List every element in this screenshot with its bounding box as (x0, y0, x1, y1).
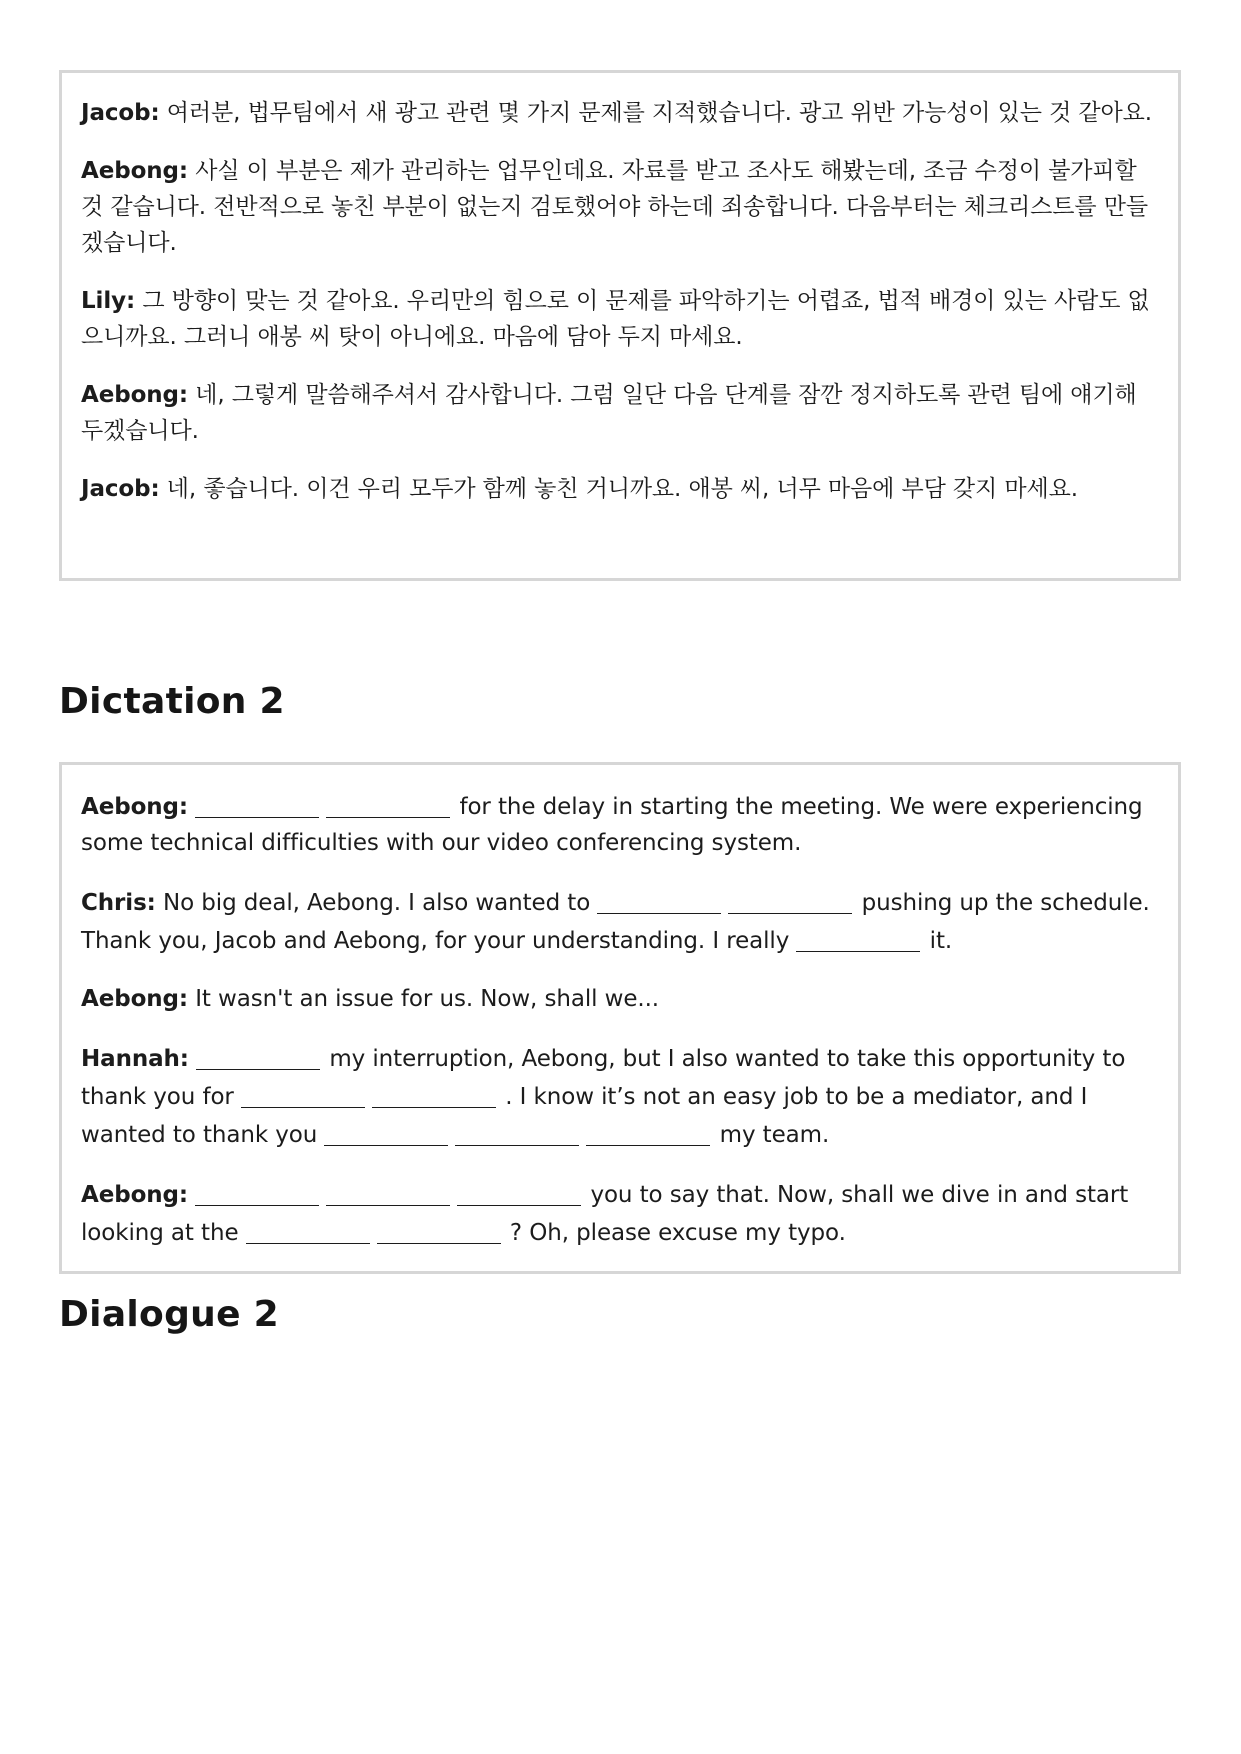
fill-in-blank[interactable] (372, 1077, 496, 1108)
speaker-name: Jacob: (81, 100, 160, 126)
fill-in-blank[interactable] (457, 1175, 581, 1206)
speaker-name: Lily: (81, 288, 136, 314)
dictation-line (81, 1039, 1159, 1153)
fill-in-blank[interactable] (196, 1039, 320, 1070)
dictation-box (59, 762, 1181, 1274)
dictation-text: ? Oh, please excuse my typo. (502, 1220, 846, 1246)
fill-in-blank[interactable] (195, 787, 319, 818)
fill-in-blank[interactable] (586, 1115, 710, 1146)
dialogue-text: 여러분, 법무팀에서 새 광고 관련 몇 가지 문제를 지적했습니다. 광고 위반 가능성이 있는 것 같아요. (159, 100, 1152, 126)
fill-in-blank[interactable] (796, 921, 920, 952)
dictation-text: No big deal, Aebong. I also wanted to (155, 890, 598, 916)
dictation-text: for the delay in starting the meeting. We were experiencing some technical difficulties with our video conferencing system. (81, 794, 1143, 856)
speaker-name: Aebong: (81, 382, 189, 408)
section-heading-dictation: Dictation 2 (59, 681, 285, 722)
dictation-line (81, 981, 1159, 1017)
dialogue-text: 그 방향이 맞는 것 같아요. 우리만의 힘으로 이 문제를 파악하기는 어렵죠, 법적 배경이 있는 사람도 없으니까요. 그러니 애봉 씨 탓이 아니에요. 마음에 담아 두지 마세요. (81, 288, 1150, 350)
dialogue-line (81, 95, 1159, 131)
fill-in-blank[interactable] (377, 1213, 501, 1244)
speaker-name: Aebong: (81, 1182, 189, 1208)
dialogue-line (81, 377, 1159, 449)
dictation-text: . I know it’s not an easy job to be a mediator, and I wanted to thank you (81, 1084, 1088, 1148)
dictation-text: my team. (712, 1122, 830, 1148)
dialogue-text: 네, 좋습니다. 이건 우리 모두가 함께 놓친 거니까요. 애봉 씨, 너무 마음에 부담 갖지 마세요. (159, 476, 1078, 502)
dialogue-line (81, 471, 1159, 507)
fill-in-blank[interactable] (455, 1115, 579, 1146)
dictation-text: my interruption, Aebong, but I also wanted to take this opportunity to thank you for (81, 1046, 1126, 1110)
speaker-name: Aebong: (81, 158, 189, 184)
dialogue-line (81, 153, 1159, 261)
fill-in-blank[interactable] (728, 883, 852, 914)
dictation-text: It wasn't an issue for us. Now, shall we... (188, 986, 660, 1012)
dictation-line (81, 1175, 1159, 1251)
speaker-name: Hannah: (81, 1046, 189, 1072)
fill-in-blank[interactable] (597, 883, 721, 914)
fill-in-blank[interactable] (324, 1115, 448, 1146)
dialogue-line (81, 283, 1159, 355)
fill-in-blank[interactable] (195, 1175, 319, 1206)
speaker-name: Aebong: (81, 794, 189, 820)
dialogue-text: 사실 이 부분은 제가 관리하는 업무인데요. 자료를 받고 조사도 해봤는데, 조금 수정이 불가피할 것 같습니다. 전반적으로 놓친 부분이 없는지 검토했어야 하는데 죄송합니다. 다음부터는 체크리스트를 만들겠습니다. (81, 158, 1148, 256)
dialogue-korean-box (59, 70, 1181, 581)
fill-in-blank[interactable] (326, 1175, 450, 1206)
section-heading-dialogue: Dialogue 2 (59, 1294, 279, 1335)
fill-in-blank[interactable] (241, 1077, 365, 1108)
dictation-line (81, 787, 1159, 861)
fill-in-blank[interactable] (246, 1213, 370, 1244)
dialogue-text: 네, 그렇게 말씀해주셔서 감사합니다. 그럼 일단 다음 단계를 잠깐 정지하도록 관련 팀에 얘기해 두겠습니다. (81, 382, 1137, 444)
fill-in-blank[interactable] (326, 787, 450, 818)
speaker-name: Aebong: (81, 986, 189, 1012)
speaker-name: Chris: (81, 890, 156, 916)
speaker-name: Jacob: (81, 476, 160, 502)
dictation-text: you to say that. Now, shall we dive in and start looking at the (81, 1182, 1129, 1246)
dictation-text: it. (922, 928, 953, 954)
dictation-text: pushing up the schedule. Thank you, Jacob and Aebong, for your understanding. I really (81, 890, 1150, 954)
dictation-line (81, 883, 1159, 959)
